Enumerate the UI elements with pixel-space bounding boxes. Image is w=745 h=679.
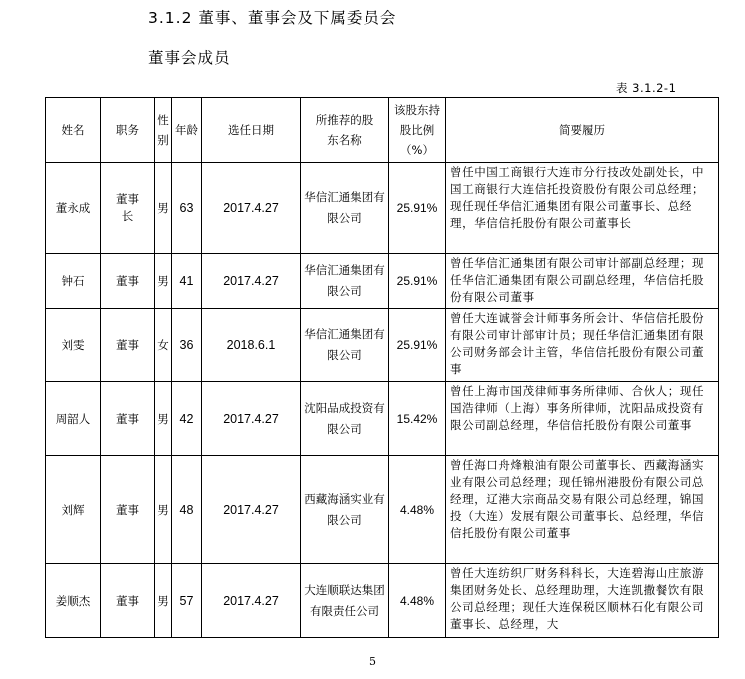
header-gender: 性别 [155, 98, 172, 163]
cell-name: 董永成 [46, 163, 101, 254]
cell-nominating-shareholder: 沈阳品成投资有限公司 [301, 382, 389, 456]
cell-shareholding: 25.91% [389, 254, 446, 309]
cell-resume: 曾任华信汇通集团有限公司审计部副总经理；现任华信汇通集团有限公司副总经理，华信信托股份有限公司董事 [446, 254, 719, 309]
cell-name: 刘辉 [46, 456, 101, 564]
cell-shareholding: 4.48% [389, 456, 446, 564]
cell-nominating-shareholder: 大连顺联达集团有限责任公司 [301, 564, 389, 638]
cell-age: 42 [172, 382, 202, 456]
table-row [46, 456, 719, 564]
cell-position: 董事 [101, 382, 155, 456]
cell-age: 41 [172, 254, 202, 309]
cell-gender: 女 [155, 309, 172, 382]
cell-resume: 曾任海口舟烽粮油有限公司董事长、西藏海涵实业有限公司总经理；现任锦州港股份有限公司总经理，辽港大宗商品交易有限公司总经理，锦国投（大连）发展有限公司董事长、总经理，华信信托股份有限公司董事 [446, 456, 719, 564]
table-header-row [46, 98, 719, 163]
cell-position: 董事 [101, 564, 155, 638]
cell-gender: 男 [155, 456, 172, 564]
cell-shareholding: 4.48% [389, 564, 446, 638]
header-appointment-date: 选任日期 [202, 98, 301, 163]
cell-gender: 男 [155, 382, 172, 456]
cell-nominating-shareholder: 华信汇通集团有限公司 [301, 254, 389, 309]
cell-age: 63 [172, 163, 202, 254]
header-shareholding: 该股东持股比例（%） [389, 98, 446, 163]
cell-appointment-date: 2017.4.27 [202, 382, 301, 456]
cell-appointment-date: 2017.4.27 [202, 456, 301, 564]
cell-resume: 曾任中国工商银行大连市分行技改处副处长，中国工商银行大连信托投资股份有限公司总经理；现任现任华信汇通集团有限公司董事长、总经理，华信信托股份有限公司董事长 [446, 163, 719, 254]
sub-title: 董事会成员 [148, 49, 231, 67]
cell-position: 董事 [101, 254, 155, 309]
cell-nominating-shareholder: 华信汇通集团有限公司 [301, 163, 389, 254]
cell-nominating-shareholder: 西藏海涵实业有限公司 [301, 456, 389, 564]
section-title: 3.1.2 董事、董事会及下属委员会 [148, 9, 397, 27]
cell-shareholding: 15.42% [389, 382, 446, 456]
table-row [46, 309, 719, 382]
header-name: 姓名 [46, 98, 101, 163]
cell-gender: 男 [155, 254, 172, 309]
cell-gender: 男 [155, 163, 172, 254]
cell-appointment-date: 2017.4.27 [202, 163, 301, 254]
cell-position: 董事 [101, 456, 155, 564]
cell-resume: 曾任大连纺织厂财务科科长，大连碧海山庄旅游集团财务处长、总经理助理，大连凯撒餐饮有限公司总经理；现任大连保税区顺林石化有限公司董事长、总经理，大 [446, 564, 719, 638]
cell-name: 刘雯 [46, 309, 101, 382]
cell-shareholding: 25.91% [389, 309, 446, 382]
header-age: 年龄 [172, 98, 202, 163]
cell-age: 57 [172, 564, 202, 638]
cell-resume: 曾任上海市国茂律师事务所律师、合伙人；现任国浩律师（上海）事务所律师，沈阳品成投资有限公司副总经理，华信信托股份有限公司董事 [446, 382, 719, 456]
table-caption: 表 3.1.2-1 [616, 81, 677, 95]
header-position: 职务 [101, 98, 155, 163]
cell-shareholding: 25.91% [389, 163, 446, 254]
cell-appointment-date: 2017.4.27 [202, 254, 301, 309]
cell-nominating-shareholder: 华信汇通集团有限公司 [301, 309, 389, 382]
header-nominating-shareholder: 所推荐的股东名称 [301, 98, 389, 163]
cell-position: 董事长 [101, 163, 155, 254]
table-row [46, 382, 719, 456]
header-resume: 简要履历 [446, 98, 719, 163]
cell-age: 48 [172, 456, 202, 564]
cell-resume: 曾任大连诚誉会计师事务所会计、华信信托股份有限公司审计部审计员；现任华信汇通集团有限公司财务部会计主管，华信信托股份有限公司董事 [446, 309, 719, 382]
cell-gender: 男 [155, 564, 172, 638]
cell-appointment-date: 2017.4.27 [202, 564, 301, 638]
page-number: 5 [369, 655, 376, 668]
cell-appointment-date: 2018.6.1 [202, 309, 301, 382]
cell-position: 董事 [101, 309, 155, 382]
cell-name: 钟石 [46, 254, 101, 309]
cell-name: 周韶人 [46, 382, 101, 456]
board-members-table [45, 97, 719, 638]
table-body [46, 98, 719, 638]
table-row [46, 564, 719, 638]
table-row [46, 163, 719, 254]
cell-name: 姜顺杰 [46, 564, 101, 638]
table-row [46, 254, 719, 309]
cell-age: 36 [172, 309, 202, 382]
